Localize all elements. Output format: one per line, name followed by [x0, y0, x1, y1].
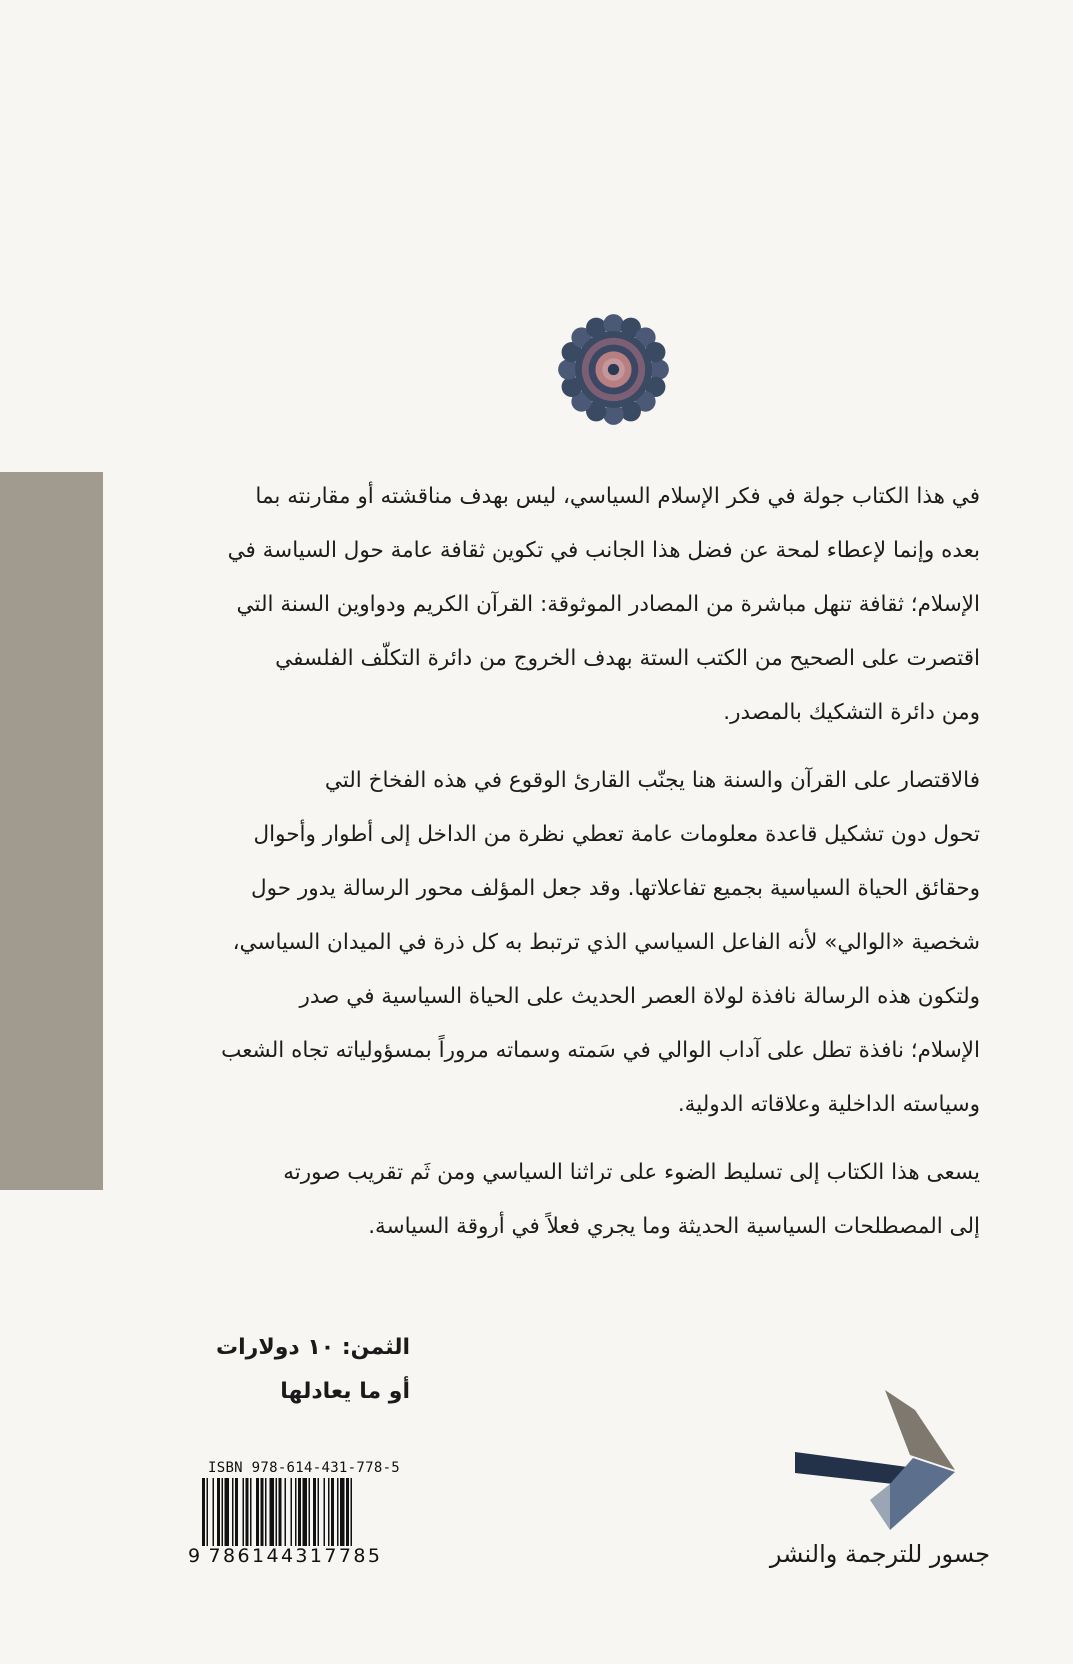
barcode-bar — [309, 1478, 311, 1546]
blurb-paragraph-1 — [220, 470, 980, 740]
barcode-bar — [324, 1478, 326, 1546]
barcode-bar — [250, 1478, 252, 1546]
barcode-bar — [265, 1478, 267, 1546]
text-line: ولتكون هذه الرسالة نافذة لولاة العصر الحديث على الحياة السياسية في صدر — [299, 984, 980, 1009]
text-line: تحول دون تشكيل قاعدة معلومات عامة تعطي نظرة من الداخل إلى أطوار وأحوال — [253, 822, 980, 847]
barcode-bar — [207, 1478, 209, 1546]
barcode-bar — [232, 1478, 234, 1546]
text-line: وحقائق الحياة السياسية بجميع تفاعلاتها. وقد جعل المؤلف محور الرسالة يدور حول — [251, 876, 980, 901]
text-line: وسياسته الداخلية وعلاقاته الدولية. — [677, 1092, 980, 1117]
text-line: شخصية «الوالي» لأنه الفاعل السياسي الذي ترتبط به كل ذرة في الميدان السياسي، — [232, 930, 980, 955]
barcode-bar — [351, 1478, 353, 1546]
publisher-name: جسور للترجمة والنشر — [769, 1540, 991, 1568]
barcode-bar — [285, 1478, 287, 1546]
barcode-bar — [331, 1478, 334, 1546]
text-line: الإسلام؛ نافذة تطل على آداب الوالي في سَمته وسماته مروراً بمسؤولياته تجاه الشعب — [221, 1038, 980, 1063]
barcode-bar — [337, 1478, 339, 1546]
blurb-text — [220, 470, 980, 1268]
barcode-bar — [222, 1478, 224, 1546]
barcode-bar — [243, 1478, 245, 1546]
barcode-bar — [340, 1478, 345, 1546]
barcode-first-digit: 9 — [188, 1545, 203, 1567]
barcode-bar — [202, 1478, 205, 1546]
barcode-bar — [291, 1478, 293, 1546]
barcode-digit-groups: 786144317785 — [208, 1545, 383, 1567]
barcode-bar — [279, 1478, 282, 1546]
barcode-bar — [270, 1478, 275, 1546]
text-line: اقتصرت على الصحيح من الكتب الستة بهدف الخروج من دائرة التكلّف الفلسفي — [275, 646, 980, 671]
text-line: بعده وإنما لإعطاء لمحة عن فضل هذا الجانب في تكوين ثقافة عامة حول السياسة في — [227, 538, 980, 563]
barcode-bar — [313, 1478, 316, 1546]
price-label — [210, 1326, 410, 1414]
barcode-bar — [261, 1478, 264, 1546]
barcode-bar — [346, 1478, 349, 1546]
barcode-bar — [303, 1478, 308, 1546]
text-line: الإسلام؛ ثقافة تنهل مباشرة من المصادر الموثوقة: القرآن الكريم ودواوين السنة التي — [236, 592, 980, 617]
text-line: فالاقتصار على القرآن والسنة هنا يجنّب القارئ الوقوع في هذه الفخاخ التي — [324, 768, 980, 793]
barcode-bar — [235, 1478, 238, 1546]
arabesque-rosette-icon — [557, 313, 670, 426]
price-amount: الثمن: ١٠ دولارات — [216, 1335, 410, 1360]
geometric-logo-icon — [795, 1380, 970, 1530]
barcode-bar — [246, 1478, 249, 1546]
barcode-bar — [256, 1478, 259, 1546]
barcode-bar — [295, 1478, 297, 1546]
text-line: في هذا الكتاب جولة في فكر الإسلام السياسي، ليس بهدف مناقشته أو مقارنته بما — [255, 484, 980, 509]
text-line: يسعى هذا الكتاب إلى تسليط الضوء على تراثنا السياسي ومن ثَم تقريب صورته — [283, 1160, 980, 1185]
barcode-bar — [213, 1478, 215, 1546]
text-line: إلى المصطلحات السياسية الحديثة وما يجري فعلاً في أروقة السياسة. — [368, 1214, 980, 1239]
text-line: ومن دائرة التشكيك بالمصدر. — [723, 700, 980, 725]
barcode-number — [188, 1545, 428, 1567]
barcode-bar — [276, 1478, 278, 1546]
barcode-bar — [217, 1478, 220, 1546]
blurb-paragraph-3 — [220, 1146, 980, 1254]
barcode-bar — [225, 1478, 230, 1546]
side-color-band — [0, 472, 103, 1190]
blurb-paragraph-2 — [220, 754, 980, 1132]
barcode-bar — [318, 1478, 320, 1546]
barcode-bar — [298, 1478, 301, 1546]
price-equivalent: أو ما يعادلها — [280, 1379, 410, 1404]
barcode-bar — [328, 1478, 330, 1546]
isbn-label: ISBN 978-614-431-778-5 — [208, 1460, 401, 1476]
